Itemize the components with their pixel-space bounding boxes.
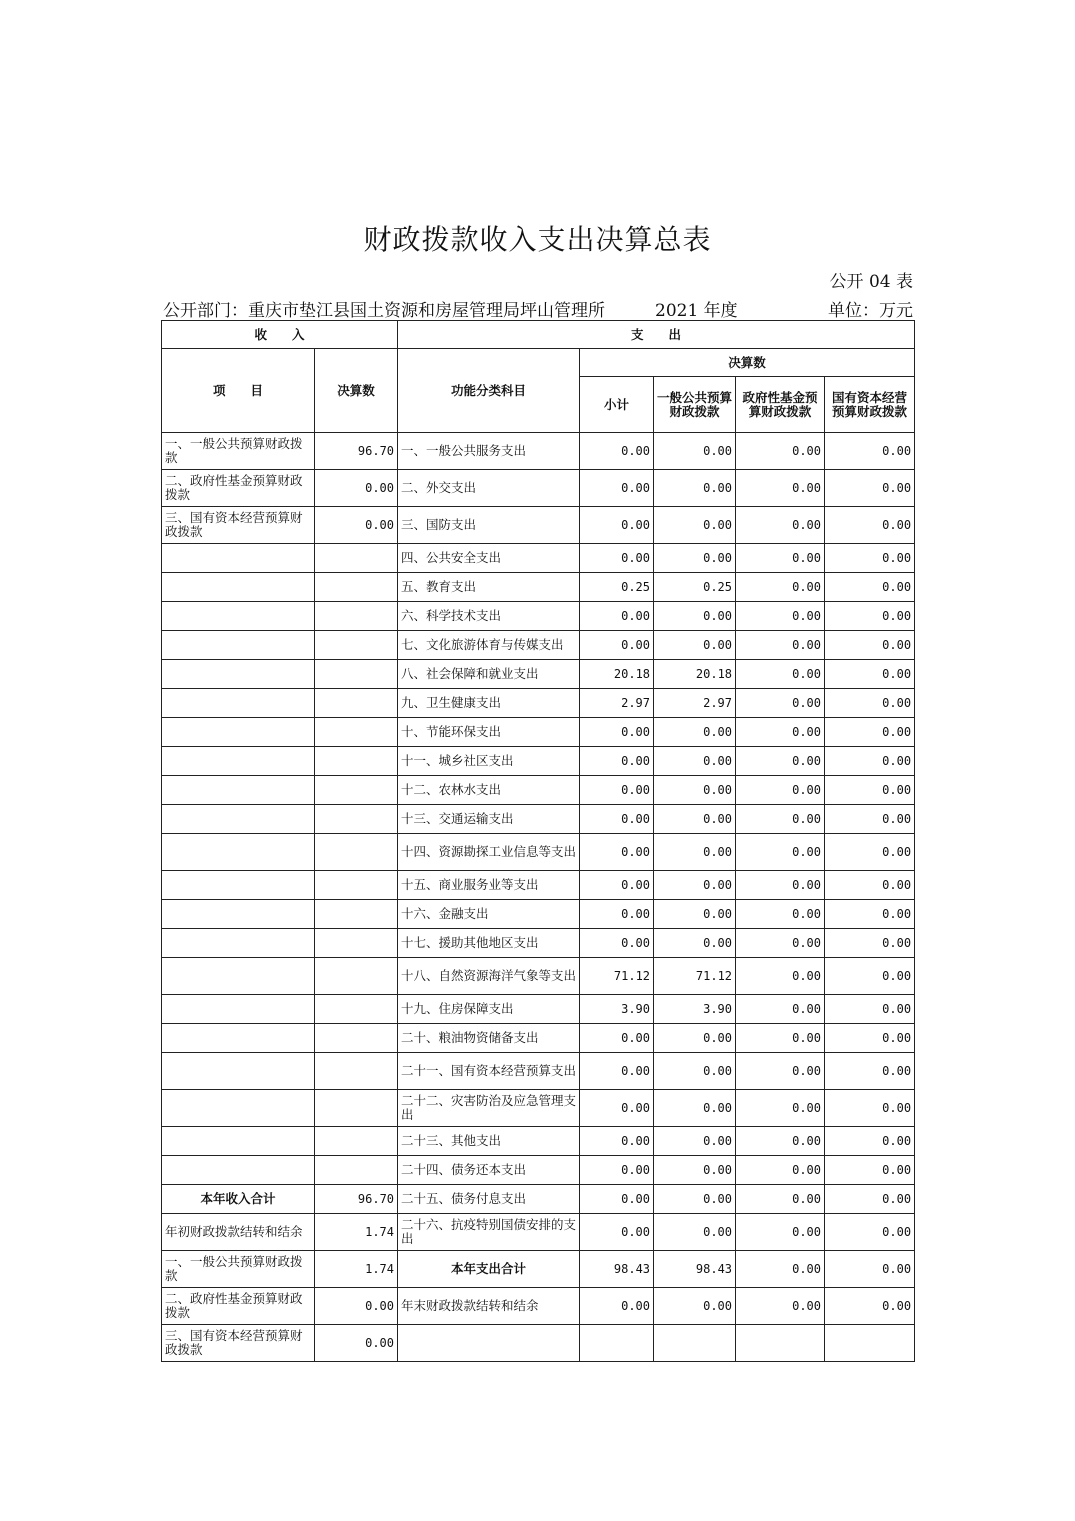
income-amount-cell [315,631,398,660]
expense-item-cell: 十三、交通运输支出 [398,805,580,834]
table-row [162,1185,915,1214]
general-budget-cell: 71.12 [654,958,736,995]
income-amount-cell [315,776,398,805]
state-capital-cell: 0.00 [825,1251,915,1288]
expense-item-cell: 二、外交支出 [398,470,580,507]
income-amount-cell [315,660,398,689]
expense-item-cell: 四、公共安全支出 [398,544,580,573]
state-capital-cell: 0.00 [825,631,915,660]
table-row [162,1090,915,1127]
subtotal-cell: 0.00 [580,1214,654,1251]
income-item-cell [162,544,315,573]
income-item-cell [162,689,315,718]
state-capital-cell: 0.00 [825,689,915,718]
state-capital-cell: 0.00 [825,1090,915,1127]
income-amount-cell [315,718,398,747]
income-amount-cell [315,602,398,631]
expense-item-cell: 十四、资源勘探工业信息等支出 [398,834,580,871]
gov-fund-cell: 0.00 [736,470,825,507]
table-row [162,747,915,776]
income-amount-cell: 1.74 [315,1251,398,1288]
subtotal-cell: 0.00 [580,1288,654,1325]
general-budget-cell: 98.43 [654,1251,736,1288]
subtotal-cell: 0.00 [580,776,654,805]
table-row [162,544,915,573]
subtotal-cell: 0.00 [580,433,654,470]
gov-fund-cell: 0.00 [736,834,825,871]
expense-item-cell: 十六、金融支出 [398,900,580,929]
income-amount-cell [315,871,398,900]
state-capital-cell: 0.00 [825,805,915,834]
subtotal-cell: 0.00 [580,834,654,871]
income-item-cell: 本年收入合计 [162,1185,315,1214]
subtotal-cell: 0.00 [580,507,654,544]
state-capital-cell: 0.00 [825,573,915,602]
general-budget-cell: 0.00 [654,1090,736,1127]
subtotal-cell: 3.90 [580,995,654,1024]
gov-fund-cell [736,1325,825,1362]
state-capital-cell: 0.00 [825,958,915,995]
income-item-cell [162,834,315,871]
income-amount-cell: 0.00 [315,1325,398,1362]
general-budget-cell: 0.00 [654,1156,736,1185]
gov-fund-header: 政府性基金预算财政拨款 [736,377,825,433]
income-amount-cell: 0.00 [315,1288,398,1325]
gov-fund-cell: 0.00 [736,1214,825,1251]
table-row [162,573,915,602]
income-item-cell [162,871,315,900]
subtotal-cell: 0.00 [580,805,654,834]
state-capital-cell: 0.00 [825,1185,915,1214]
gov-fund-cell: 0.00 [736,507,825,544]
income-amount-cell [315,689,398,718]
unit-label: 单位：万元 [828,301,913,321]
income-item-cell [162,1156,315,1185]
general-budget-cell: 0.00 [654,871,736,900]
income-item-cell [162,805,315,834]
expense-item-cell: 本年支出合计 [398,1251,580,1288]
gov-fund-cell: 0.00 [736,958,825,995]
subtotal-cell: 0.00 [580,1024,654,1053]
gov-fund-cell: 0.00 [736,660,825,689]
income-item-cell: 二、政府性基金预算财政拨款 [162,1288,315,1325]
income-amount-cell [315,1127,398,1156]
expense-item-cell [398,1325,580,1362]
expense-item-cell: 八、社会保障和就业支出 [398,660,580,689]
income-amount-cell [315,1156,398,1185]
gov-fund-cell: 0.00 [736,1024,825,1053]
state-capital-cell: 0.00 [825,747,915,776]
income-amount-cell [315,900,398,929]
income-item-cell [162,602,315,631]
table-row [162,929,915,958]
gov-fund-cell: 0.00 [736,776,825,805]
general-budget-cell: 0.00 [654,433,736,470]
income-item-cell [162,573,315,602]
table-row [162,1127,915,1156]
subtotal-cell: 0.00 [580,631,654,660]
gov-fund-cell: 0.00 [736,1251,825,1288]
income-item-cell [162,900,315,929]
general-budget-cell: 0.00 [654,1288,736,1325]
table-row [162,1156,915,1185]
table-row [162,470,915,507]
gov-fund-cell: 0.00 [736,602,825,631]
general-budget-cell: 0.00 [654,805,736,834]
expense-item-cell: 十八、自然资源海洋气象等支出 [398,958,580,995]
state-capital-cell: 0.00 [825,1127,915,1156]
subtotal-cell: 0.00 [580,718,654,747]
general-budget-cell: 0.00 [654,1024,736,1053]
income-item-cell [162,747,315,776]
gov-fund-cell: 0.00 [736,1288,825,1325]
income-item-cell [162,929,315,958]
expense-item-cell: 十九、住房保障支出 [398,995,580,1024]
general-budget-cell: 2.97 [654,689,736,718]
subtotal-header: 小计 [580,377,654,433]
expense-item-cell: 二十六、抗疫特别国债安排的支出 [398,1214,580,1251]
state-capital-cell: 0.00 [825,660,915,689]
gov-fund-cell: 0.00 [736,689,825,718]
income-amount-cell: 0.00 [315,470,398,507]
state-capital-cell: 0.00 [825,1053,915,1090]
expense-item-cell: 十五、商业服务业等支出 [398,871,580,900]
expense-item-cell: 三、国防支出 [398,507,580,544]
table-row [162,433,915,470]
general-budget-cell: 0.00 [654,1214,736,1251]
appropriation-summary-table [161,320,915,1362]
general-budget-cell: 0.00 [654,544,736,573]
department-label: 公开部门：重庆市垫江县国土资源和房屋管理局坪山管理所 [163,301,605,321]
general-budget-cell: 0.00 [654,631,736,660]
state-capital-cell: 0.00 [825,1214,915,1251]
income-amount-cell [315,834,398,871]
table-row [162,718,915,747]
gov-fund-cell: 0.00 [736,805,825,834]
table-row [162,1053,915,1090]
income-item-cell [162,631,315,660]
gov-fund-cell: 0.00 [736,1156,825,1185]
income-item-cell [162,1127,315,1156]
state-capital-cell: 0.00 [825,929,915,958]
gov-fund-cell: 0.00 [736,544,825,573]
expense-item-cell: 七、文化旅游体育与传媒支出 [398,631,580,660]
income-amount-cell: 96.70 [315,433,398,470]
income-amount-cell [315,995,398,1024]
state-capital-cell: 0.00 [825,871,915,900]
income-item-cell [162,660,315,689]
income-header: 收 入 [162,321,398,349]
income-item-cell [162,1024,315,1053]
expense-item-cell: 年末财政拨款结转和结余 [398,1288,580,1325]
expense-item-cell: 二十二、灾害防治及应急管理支出 [398,1090,580,1127]
item-header: 项 目 [162,349,315,433]
state-capital-cell: 0.00 [825,900,915,929]
income-amount-cell [315,929,398,958]
expense-item-cell: 十七、援助其他地区支出 [398,929,580,958]
income-item-cell [162,776,315,805]
income-amount-cell [315,544,398,573]
general-budget-cell: 0.00 [654,602,736,631]
general-budget-cell: 0.00 [654,1053,736,1090]
subtotal-cell: 98.43 [580,1251,654,1288]
state-capital-cell: 0.00 [825,433,915,470]
gov-fund-cell: 0.00 [736,718,825,747]
income-item-cell: 二、政府性基金预算财政拨款 [162,470,315,507]
subtotal-cell: 0.00 [580,900,654,929]
subtotal-cell: 0.00 [580,747,654,776]
expense-item-cell: 十一、城乡社区支出 [398,747,580,776]
general-budget-cell [654,1325,736,1362]
general-budget-cell: 0.00 [654,507,736,544]
general-budget-header: 一般公共预算财政拨款 [654,377,736,433]
income-amount-cell [315,805,398,834]
func-category-header: 功能分类科目 [398,349,580,433]
table-row [162,1325,915,1362]
income-item-cell [162,1090,315,1127]
subtotal-cell: 0.00 [580,544,654,573]
income-amount-cell: 1.74 [315,1214,398,1251]
general-budget-cell: 0.25 [654,573,736,602]
table-row [162,602,915,631]
subtotal-cell: 0.00 [580,470,654,507]
income-item-cell [162,995,315,1024]
general-budget-cell: 0.00 [654,747,736,776]
general-budget-cell: 0.00 [654,1185,736,1214]
page-title: 财政拨款收入支出决算总表 [363,223,712,256]
subtotal-cell: 0.00 [580,1090,654,1127]
income-item-cell: 一、一般公共预算财政拨款 [162,1251,315,1288]
income-amount-cell [315,573,398,602]
subtotal-cell: 0.00 [580,1127,654,1156]
state-capital-header: 国有资本经营预算财政拨款 [825,377,915,433]
income-item-cell: 三、国有资本经营预算财政拨款 [162,1325,315,1362]
expense-item-cell: 二十三、其他支出 [398,1127,580,1156]
income-item-cell [162,958,315,995]
general-budget-cell: 0.00 [654,900,736,929]
subtotal-cell: 0.00 [580,1185,654,1214]
state-capital-cell: 0.00 [825,1156,915,1185]
gov-fund-cell: 0.00 [736,900,825,929]
table-row [162,871,915,900]
gov-fund-cell: 0.00 [736,631,825,660]
table-row [162,805,915,834]
gov-fund-cell: 0.00 [736,1053,825,1090]
expense-item-cell: 五、教育支出 [398,573,580,602]
subtotal-cell: 0.00 [580,1053,654,1090]
table-row [162,660,915,689]
income-item-cell [162,1053,315,1090]
income-item-cell: 年初财政拨款结转和结余 [162,1214,315,1251]
table-row [162,1251,915,1288]
state-capital-cell: 0.00 [825,1024,915,1053]
table-row [162,958,915,995]
state-capital-cell: 0.00 [825,776,915,805]
subtotal-cell: 0.25 [580,573,654,602]
fiscal-year: 2021 年度 [655,301,738,321]
income-amount-cell [315,1053,398,1090]
table-row [162,1288,915,1325]
state-capital-cell: 0.00 [825,1288,915,1325]
gov-fund-cell: 0.00 [736,929,825,958]
gov-fund-cell: 0.00 [736,1185,825,1214]
gov-fund-cell: 0.00 [736,433,825,470]
income-item-cell [162,718,315,747]
general-budget-cell: 0.00 [654,834,736,871]
table-row [162,900,915,929]
table-row [162,776,915,805]
state-capital-cell [825,1325,915,1362]
state-capital-cell: 0.00 [825,544,915,573]
subtotal-cell: 0.00 [580,1156,654,1185]
table-row [162,507,915,544]
income-item-cell: 三、国有资本经营预算财政拨款 [162,507,315,544]
expense-item-cell: 二十五、债务付息支出 [398,1185,580,1214]
gov-fund-cell: 0.00 [736,871,825,900]
general-budget-cell: 3.90 [654,995,736,1024]
expense-item-cell: 十二、农林水支出 [398,776,580,805]
expense-item-cell: 二十、粮油物资储备支出 [398,1024,580,1053]
income-amount-cell [315,1024,398,1053]
income-item-cell: 一、一般公共预算财政拨款 [162,433,315,470]
expense-item-cell: 十、节能环保支出 [398,718,580,747]
subtotal-cell [580,1325,654,1362]
income-amount-cell [315,747,398,776]
final-amount-header: 决算数 [580,349,915,377]
income-amount-cell [315,1090,398,1127]
table-row [162,1024,915,1053]
state-capital-cell: 0.00 [825,995,915,1024]
subtotal-cell: 2.97 [580,689,654,718]
gov-fund-cell: 0.00 [736,1090,825,1127]
general-budget-cell: 0.00 [654,718,736,747]
general-budget-cell: 20.18 [654,660,736,689]
expense-item-cell: 九、卫生健康支出 [398,689,580,718]
subtotal-cell: 20.18 [580,660,654,689]
state-capital-cell: 0.00 [825,507,915,544]
income-amount-cell: 0.00 [315,507,398,544]
table-row [162,631,915,660]
state-capital-cell: 0.00 [825,718,915,747]
table-row [162,1214,915,1251]
expense-item-cell: 二十一、国有资本经营预算支出 [398,1053,580,1090]
expense-item-cell: 二十四、债务还本支出 [398,1156,580,1185]
income-amount-cell [315,958,398,995]
state-capital-cell: 0.00 [825,470,915,507]
gov-fund-cell: 0.00 [736,995,825,1024]
subtotal-cell: 0.00 [580,871,654,900]
subtotal-cell: 0.00 [580,602,654,631]
general-budget-cell: 0.00 [654,1127,736,1156]
table-row [162,689,915,718]
state-capital-cell: 0.00 [825,602,915,631]
gov-fund-cell: 0.00 [736,573,825,602]
amount-header: 决算数 [315,349,398,433]
general-budget-cell: 0.00 [654,776,736,805]
gov-fund-cell: 0.00 [736,747,825,776]
expense-item-cell: 六、科学技术支出 [398,602,580,631]
subtotal-cell: 71.12 [580,958,654,995]
expense-item-cell: 一、一般公共服务支出 [398,433,580,470]
subtotal-cell: 0.00 [580,929,654,958]
general-budget-cell: 0.00 [654,470,736,507]
table-row [162,834,915,871]
expense-header: 支 出 [398,321,915,349]
table-row [162,995,915,1024]
gov-fund-cell: 0.00 [736,1127,825,1156]
state-capital-cell: 0.00 [825,834,915,871]
form-code: 公开 04 表 [829,272,913,292]
income-amount-cell: 96.70 [315,1185,398,1214]
general-budget-cell: 0.00 [654,929,736,958]
